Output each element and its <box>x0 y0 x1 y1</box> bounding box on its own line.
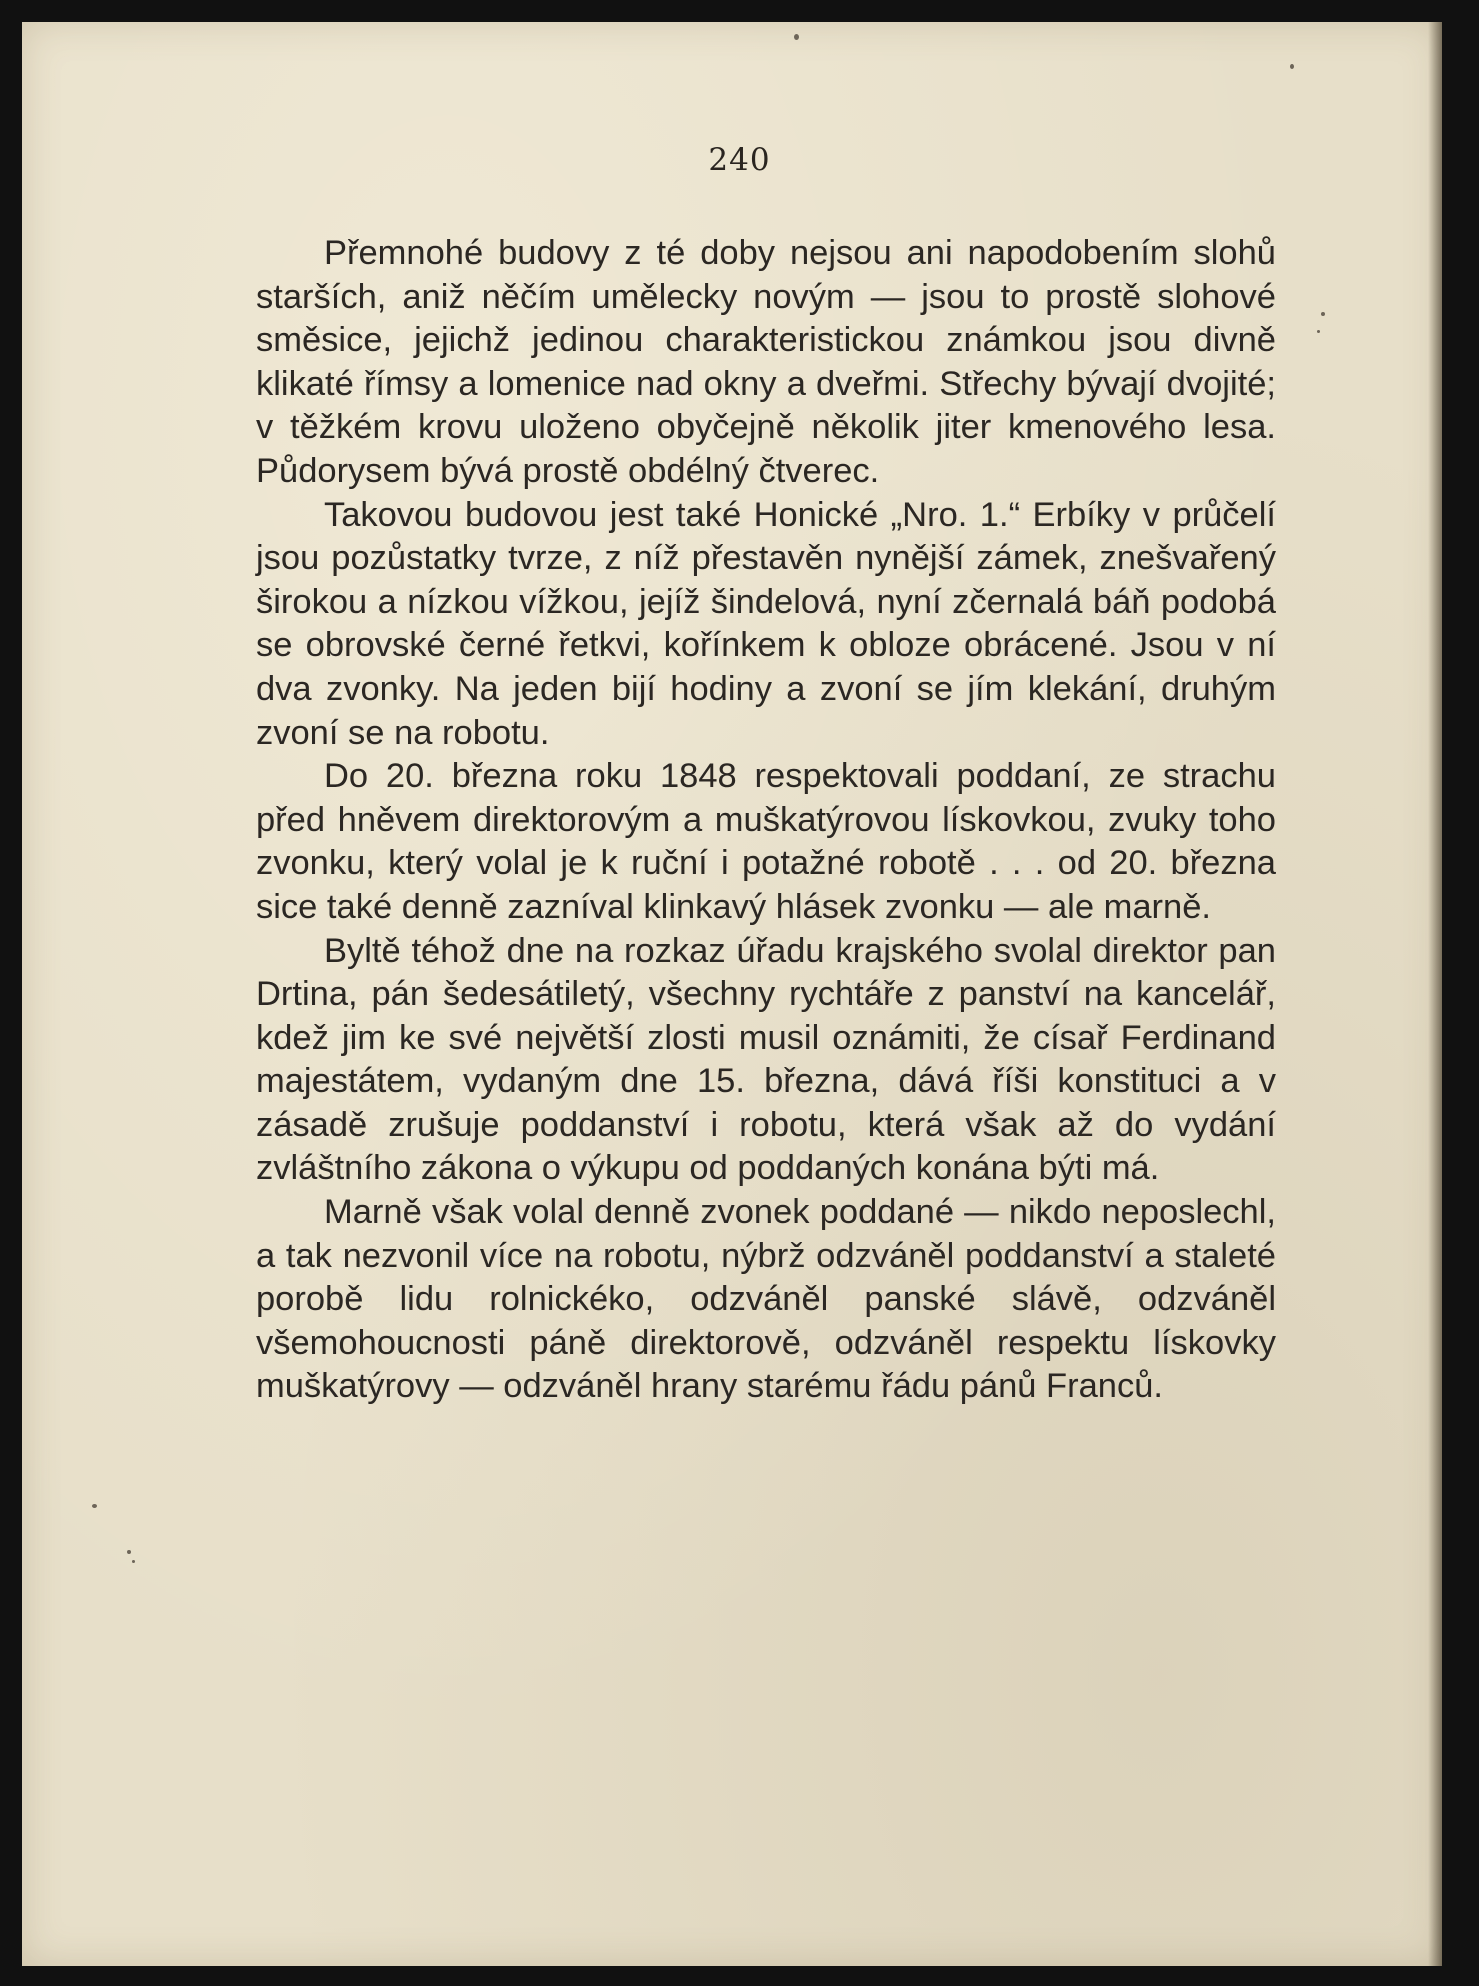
body-text <box>256 232 1276 1409</box>
ink-speck <box>127 1550 131 1554</box>
paragraph-2: Takovou budovou jest také Honické „Nro. 1.“ Erbíky v průčelí jsou pozůstatky tvrze, z níž přestavěn nynější zámek, znešvařený širokou a nízkou vížkou, jejíž šindelová, nyní zčernalá báň podobá se obrovské černé řetkvi, kořínkem k obloze obrácené. Jsou v ní dva zvonky. Na jeden bijí hodiny a zvoní se jím klekání, druhým zvoní se na robotu. <box>256 495 1276 752</box>
page-number: 240 <box>708 142 771 178</box>
ink-speck <box>132 1560 135 1563</box>
paragraph-3: Do 20. března roku 1848 respektovali poddaní, ze strachu před hněvem direktorovým a muškatýrovou lískovkou, zvuky toho zvonku, který volal je k ruční i potažné robotě . . . od 20. března sice také denně zazníval klinkavý hlásek zvonku — ale marně. <box>256 757 1276 926</box>
ink-speck <box>1317 330 1320 333</box>
paragraph-5: Marně však volal denně zvonek poddané — nikdo neposlechl, a tak nezvonil více na robotu, nýbrž odzváněl poddanství a staleté porobě lidu rolnickéko, odzváněl panské slávě, odzváněl všemohoucnosti páně direktorově, odzváněl respektu lískovky muškatýrovy — odzváněl hrany starému řádu pánů Franců. <box>256 1193 1276 1406</box>
ink-speck <box>92 1504 97 1508</box>
paragraph-1: Přemnohé budovy z té doby nejsou ani napodobením slohů starších, aniž něčím umělecky novým — jsou to prostě slohové směsice, jejichž jedinou charakteristickou známkou jsou divně klikaté římsy a lomenice nad okny a dveřmi. Střechy bývají dvojité; v těžkém krovu uloženo obyčejně několik jiter kmenového lesa. Půdorysem bývá prostě obdélný čtverec. <box>256 234 1276 490</box>
ink-speck <box>1290 64 1294 69</box>
ink-speck <box>1321 312 1325 316</box>
paragraph-4: Byltě téhož dne na rozkaz úřadu krajského svolal direktor pan Drtina, pán šedesátiletý, všechny rychtáře z panství na kancelář, kdež jim ke své největší zlosti musil oznámiti, že císař Ferdinand majestátem, vydaným dne 15. března, dává říši konstituci a v zásadě zrušuje poddanství i robotu, která však až do vydání zvláštního zákona o výkupu od poddaných konána býti má. <box>256 931 1276 1188</box>
ink-speck <box>794 34 799 40</box>
page-edge-shadow <box>1428 22 1442 1966</box>
